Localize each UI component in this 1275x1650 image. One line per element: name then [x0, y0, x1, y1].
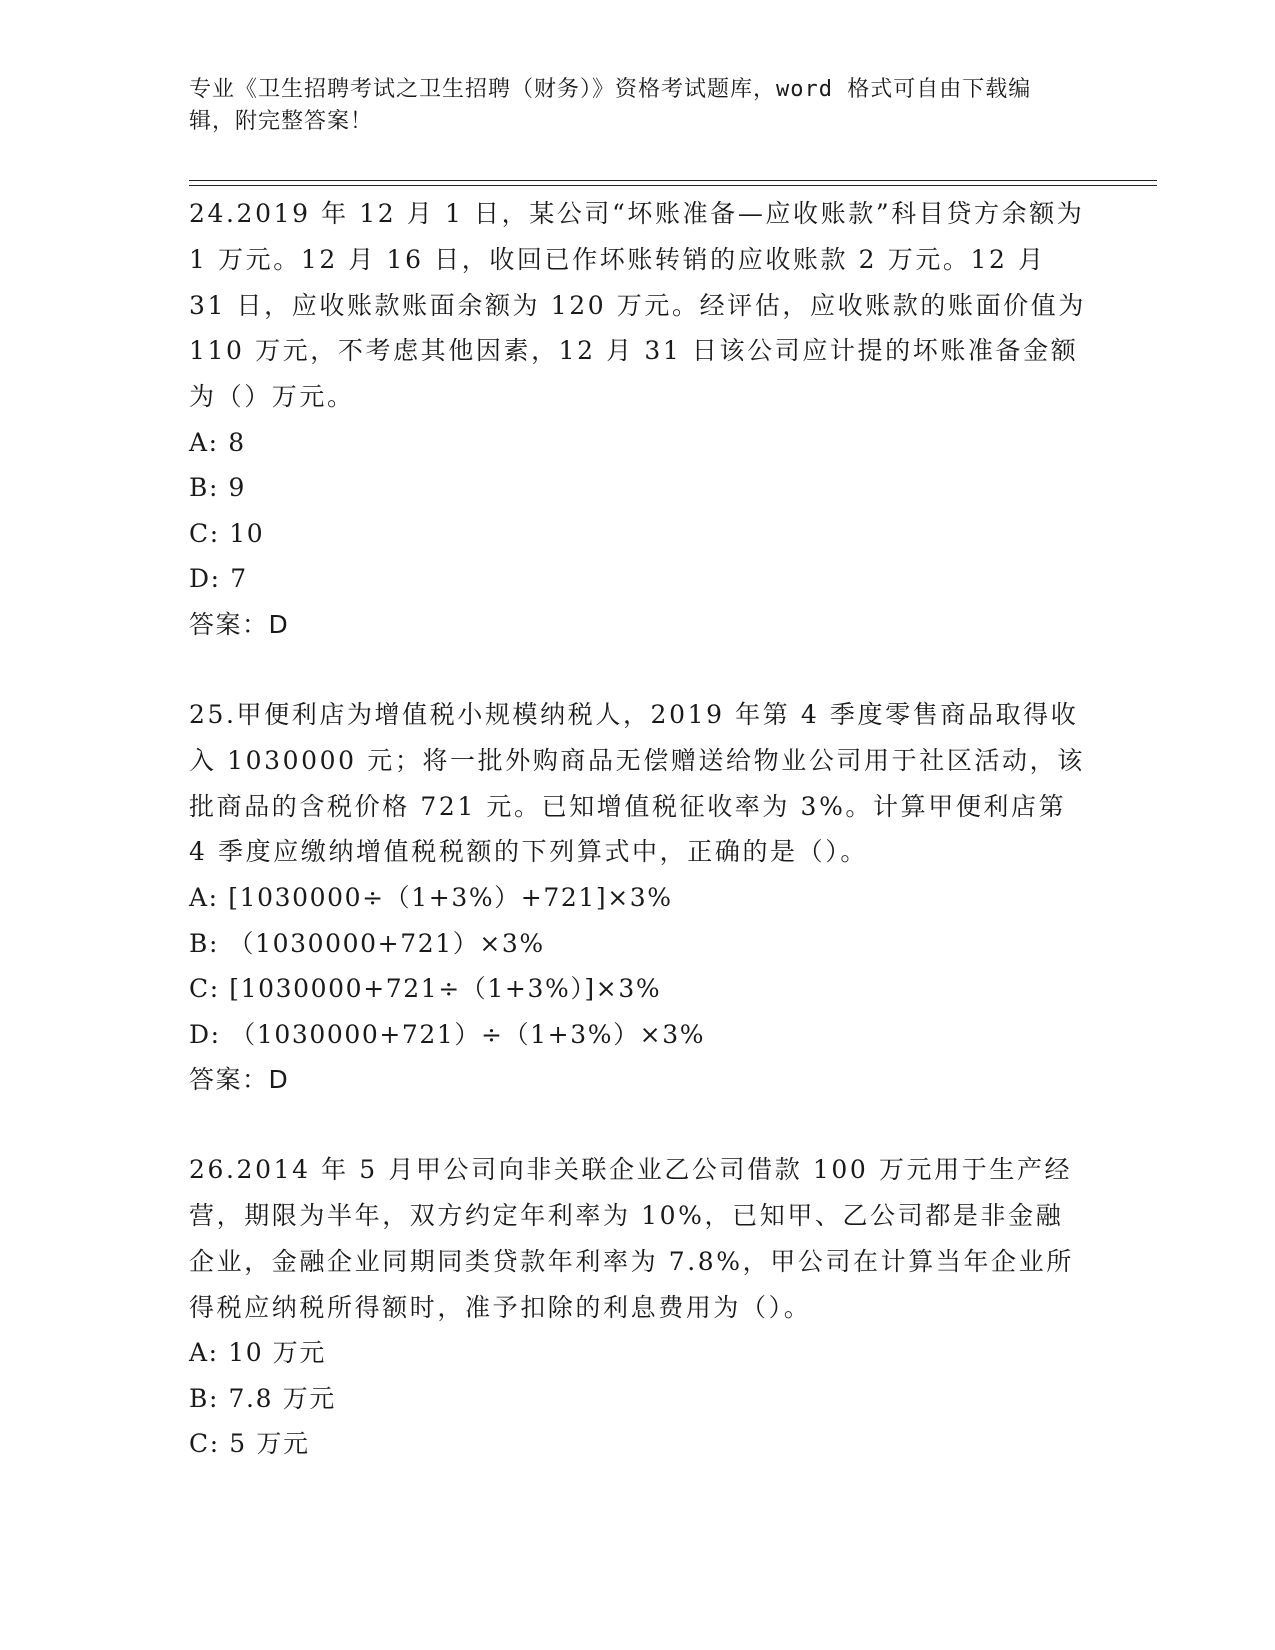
header-divider-top — [189, 180, 1157, 181]
option-d: D: 7 — [189, 564, 248, 594]
answer: 答案：D — [189, 609, 290, 639]
option-a: A: [1030000÷（1+3%）+721]×3% — [189, 883, 673, 913]
question-stem: 24.2019 年 12 月 1 日，某公司“坏账准备—应收账款”科目贷方余额为 1 万元。12 月 16 日，收回已作坏账转销的应收账款 2 万元。12 月 31 日，应收账款账面余额为 120 万元。经评估，应收账款的账面价值为 110 万元，不考虑其他因素，12 月 31 日该公司应计提的坏账准备金额为（）万元。 — [189, 199, 1086, 412]
question-stem: 25.甲便利店为增值税小规模纳税人，2019 年第 4 季度零售商品取得收入 1030000 元；将一批外购商品无偿赠送给物业公司用于社区活动，该批商品的含税价格 721 元。已知增值税征收率为 3%。计算甲便利店第 4 季度应缴纳增值税税额的下列算式中，正确的是（）。 — [189, 699, 1085, 867]
option-a: A: 10 万元 — [189, 1338, 326, 1368]
option-d: D: （1030000+721）÷（1+3%）×3% — [189, 1019, 706, 1049]
question-stem: 26.2014 年 5 月甲公司向非关联企业乙公司借款 100 万元用于生产经营，期限为半年，双方约定年利率为 10%，已知甲、乙公司都是非金融企业，金融企业同期同类贷款年利率为 7.8%，甲公司在计算当年企业所得税应纳税所得额时，准予扣除的利息费用为（）。 — [189, 1155, 1074, 1322]
option-c: C: [1030000+721÷（1+3%）]×3% — [189, 974, 662, 1004]
question-25 — [189, 692, 1089, 1103]
option-b: B: （1030000+721）×3% — [189, 928, 545, 958]
option-b: B: 9 — [189, 473, 247, 503]
page-header: 专业《卫生招聘考试之卫生招聘（财务）》资格考试题库，word 格式可自由下载编辑，附完整答案！ — [189, 77, 1032, 134]
option-c: C: 5 万元 — [189, 1429, 310, 1459]
option-b: B: 7.8 万元 — [189, 1383, 336, 1413]
header-divider-bottom — [189, 185, 1157, 186]
question-list — [189, 191, 1089, 1511]
answer: 答案：D — [189, 1065, 290, 1095]
question-24 — [189, 191, 1089, 648]
option-c: C: 10 — [189, 518, 265, 548]
question-26 — [189, 1147, 1089, 1467]
option-a: A: 8 — [189, 427, 246, 457]
